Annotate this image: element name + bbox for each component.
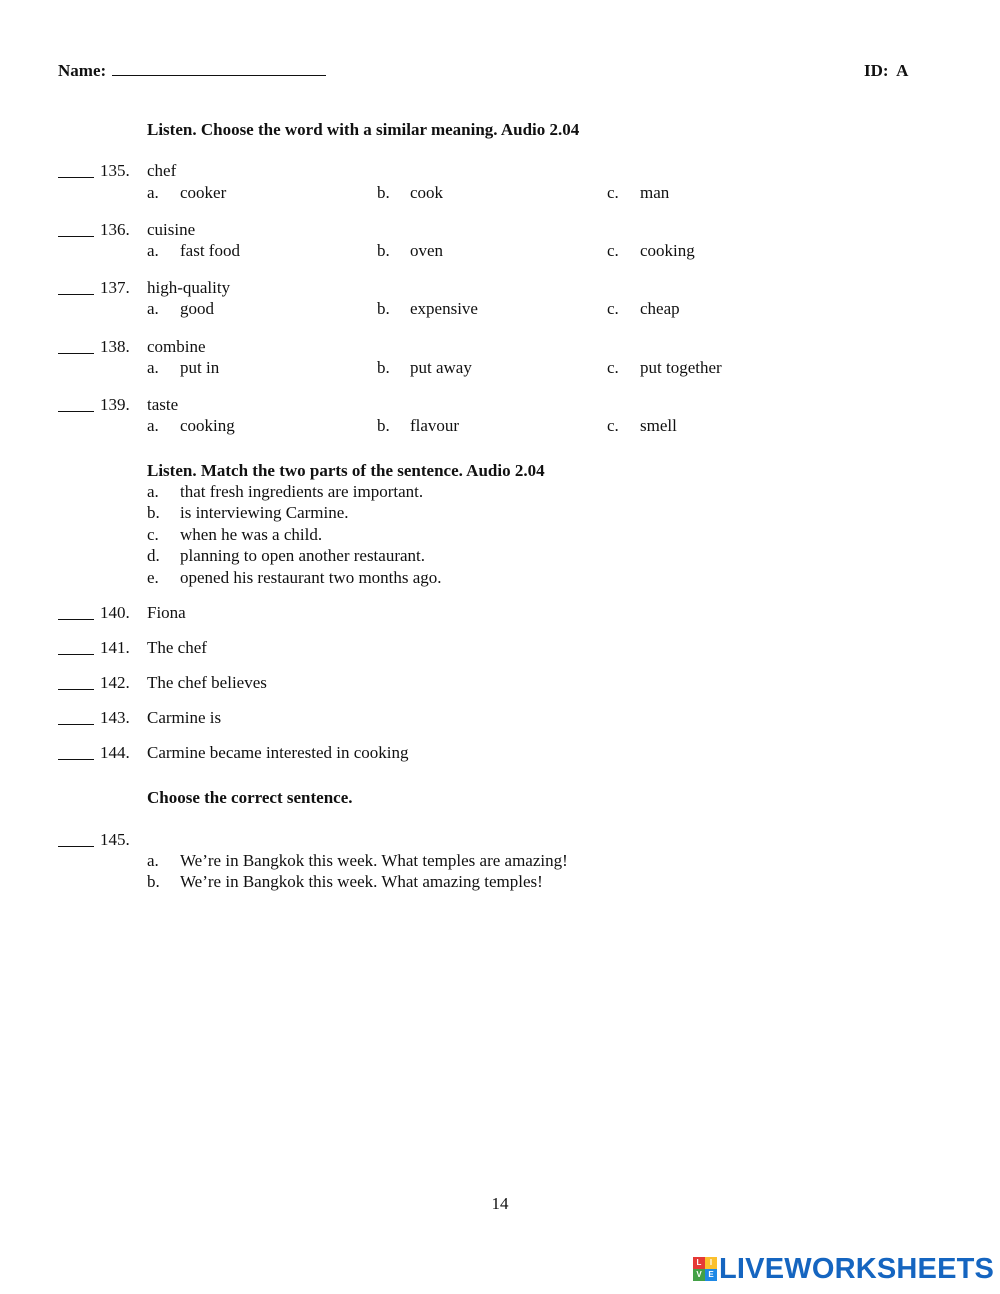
question-number: 136. [100, 220, 130, 239]
option-text: smell [640, 416, 677, 435]
option-text: expensive [410, 299, 478, 318]
answer-blank[interactable] [58, 338, 94, 354]
question-prompt: taste [147, 395, 179, 414]
option-text: put away [410, 358, 472, 377]
logo-text: LIVEWORKSHEETS [719, 1252, 995, 1285]
ending-letter: b. [147, 503, 160, 522]
option-letter: c. [607, 358, 619, 377]
ending-letter: c. [147, 525, 159, 544]
answer-blank[interactable] [58, 639, 94, 655]
logo-tile-v: V [693, 1269, 705, 1281]
answer-blank[interactable] [58, 279, 94, 295]
option-letter: b. [377, 358, 390, 377]
option-letter: a. [147, 241, 159, 260]
name-blank-line[interactable] [112, 60, 326, 76]
option-letter: c. [607, 299, 619, 318]
logo-tile-l: L [693, 1257, 705, 1269]
answer-blank[interactable] [58, 744, 94, 760]
option-text: man [640, 183, 670, 202]
ending-text: when he was a child. [180, 525, 323, 544]
question-number: 139. [100, 395, 130, 414]
option-text: We’re in Bangkok this week. What amazing temples! [180, 872, 543, 891]
logo-tile-e: E [705, 1269, 717, 1281]
question-number: 145. [100, 830, 130, 849]
option-letter: b. [377, 183, 390, 202]
option-text: We’re in Bangkok this week. What temples are amazing! [180, 851, 568, 870]
answer-blank[interactable] [58, 709, 94, 725]
option-letter: c. [607, 241, 619, 260]
option-letter: b. [147, 872, 160, 891]
option-letter: a. [147, 416, 159, 435]
ending-letter: a. [147, 482, 159, 501]
option-letter: c. [607, 416, 619, 435]
question-number: 144. [100, 743, 130, 762]
ending-letter: e. [147, 568, 159, 587]
option-text: put in [180, 358, 220, 377]
liveworksheets-logo-icon [693, 1257, 717, 1281]
answer-blank[interactable] [58, 396, 94, 412]
option-letter: a. [147, 851, 159, 870]
id-value: A [896, 61, 909, 80]
answer-blank[interactable] [58, 604, 94, 620]
question-prompt: cuisine [147, 220, 196, 239]
option-letter: b. [377, 241, 390, 260]
option-text: cooker [180, 183, 227, 202]
option-letter: c. [607, 183, 619, 202]
question-prompt: combine [147, 337, 206, 356]
option-text: good [180, 299, 214, 318]
option-text: cooking [180, 416, 235, 435]
question-number: 142. [100, 673, 130, 692]
option-text: cheap [640, 299, 680, 318]
id-label: ID: [864, 61, 889, 80]
question-number: 143. [100, 708, 130, 727]
answer-blank[interactable] [58, 831, 94, 847]
option-text: oven [410, 241, 444, 260]
question-prompt: Carmine became interested in cooking [147, 743, 409, 762]
question-prompt: The chef believes [147, 673, 267, 692]
option-letter: a. [147, 358, 159, 377]
option-letter: b. [377, 299, 390, 318]
id-field [864, 60, 908, 81]
question-number: 141. [100, 638, 130, 657]
ending-letter: d. [147, 546, 160, 565]
question-prompt: Carmine is [147, 708, 222, 727]
section3-heading: Choose the correct sentence. [147, 788, 353, 807]
question-prompt: Fiona [147, 603, 186, 622]
ending-text: is interviewing Carmine. [180, 503, 349, 522]
name-label: Name: [58, 61, 107, 80]
option-letter: b. [377, 416, 390, 435]
option-text: put together [640, 358, 722, 377]
liveworksheets-logo[interactable] [693, 1254, 994, 1284]
section1-heading: Listen. Choose the word with a similar meaning. Audio 2.04 [147, 120, 580, 139]
question-number: 138. [100, 337, 130, 356]
ending-text: that fresh ingredients are important. [180, 482, 424, 501]
question-prompt: The chef [147, 638, 207, 657]
ending-text: planning to open another restaurant. [180, 546, 426, 565]
option-text: cook [410, 183, 444, 202]
option-letter: a. [147, 183, 159, 202]
question-number: 140. [100, 603, 130, 622]
answer-blank[interactable] [58, 674, 94, 690]
question-number: 137. [100, 278, 130, 297]
question-prompt: high-quality [147, 278, 231, 297]
question-number: 135. [100, 161, 130, 180]
option-text: cooking [640, 241, 695, 260]
option-text: fast food [180, 241, 240, 260]
section2-heading: Listen. Match the two parts of the sentence. Audio 2.04 [147, 461, 545, 480]
question-prompt: chef [147, 161, 177, 180]
option-text: flavour [410, 416, 460, 435]
page-number: 14 [491, 1194, 509, 1213]
ending-text: opened his restaurant two months ago. [180, 568, 442, 587]
logo-tile-i: I [705, 1257, 717, 1269]
answer-blank[interactable] [58, 162, 94, 178]
answer-blank[interactable] [58, 221, 94, 237]
name-field [58, 60, 326, 81]
option-letter: a. [147, 299, 159, 318]
